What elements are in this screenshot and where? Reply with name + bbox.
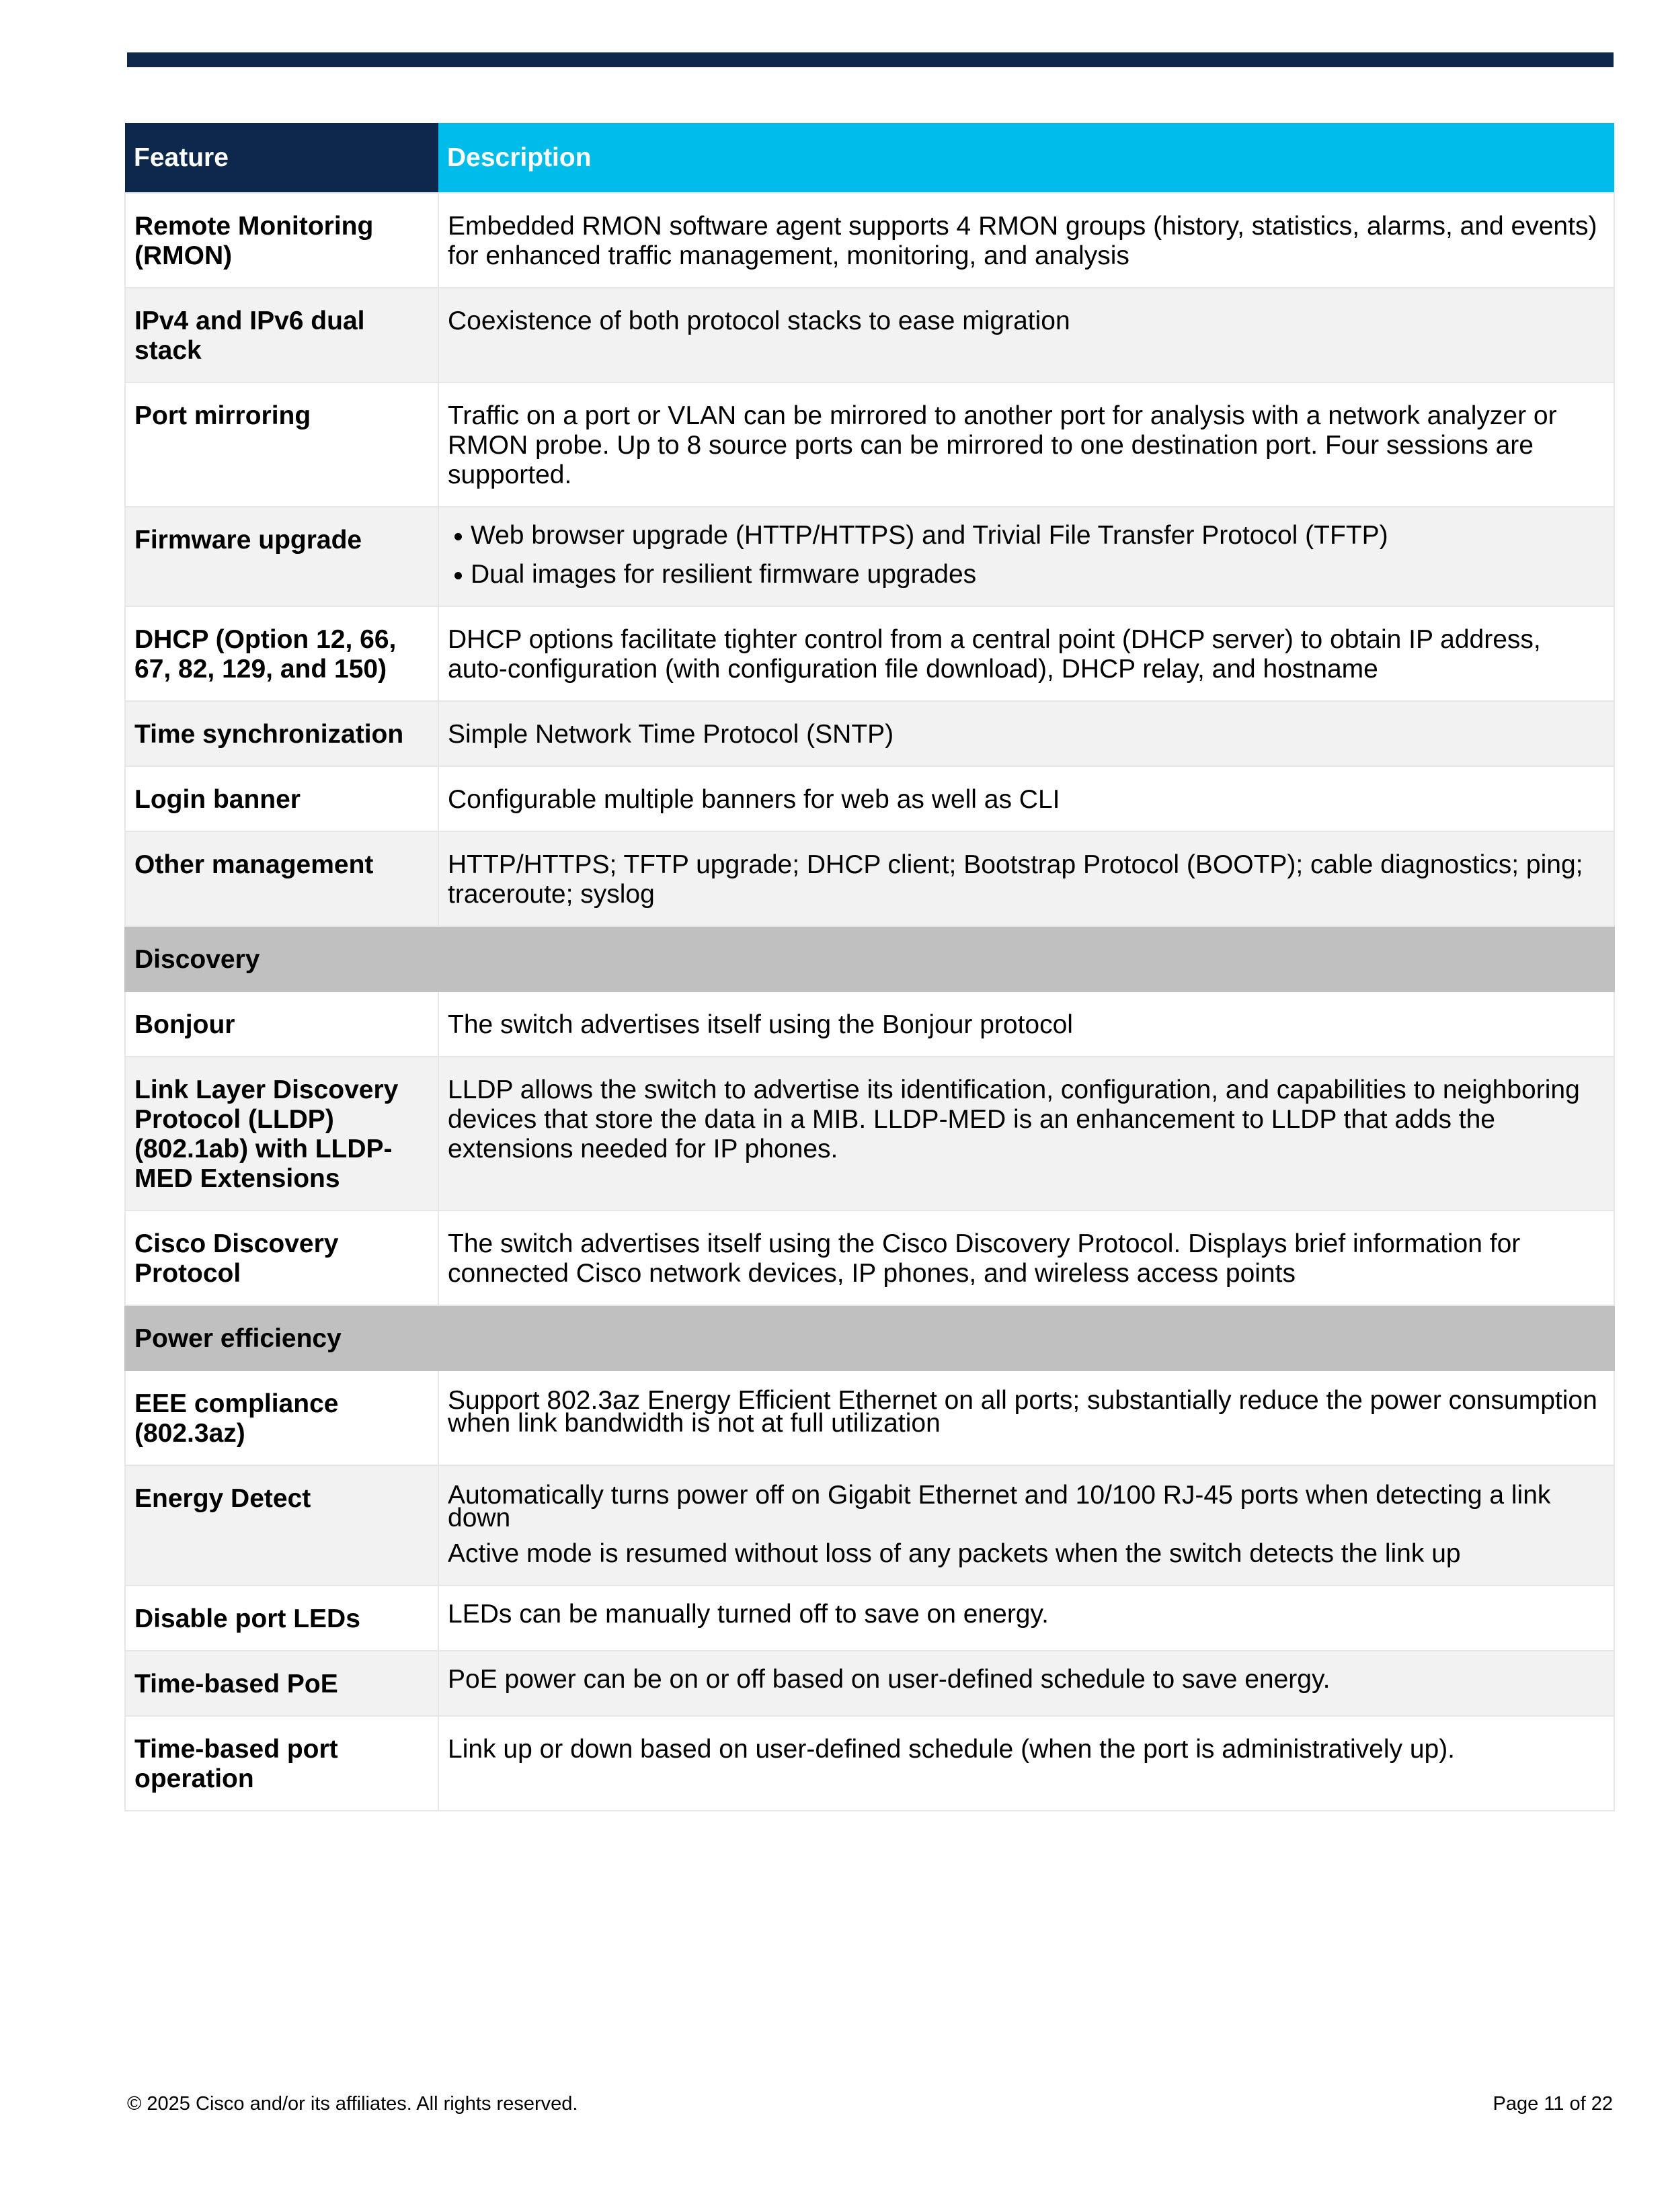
feature-cell: Firmware upgrade [125, 507, 438, 606]
top-banner-bar [127, 52, 1614, 67]
description-cell: PoE power can be on or off based on user-defined schedule to save energy. [438, 1651, 1614, 1716]
feature-cell: Time-based port operation [125, 1716, 438, 1811]
description-cell: LLDP allows the switch to advertise its identification, configuration, and capabilities to neighboring devices that store the data in a MIB. LLDP-MED is an enhancement to LLDP that adds the extensions needed for IP phones. [438, 1057, 1614, 1211]
feature-cell: Disable port LEDs [125, 1586, 438, 1651]
table-row [125, 1370, 1614, 1465]
feature-cell: Port mirroring [125, 382, 438, 507]
description-paragraph: Automatically turns power off on Gigabit Ethernet and 10/100 RJ-45 ports when detecting a link down [448, 1481, 1551, 1532]
description-cell: Traffic on a port or VLAN can be mirrored to another port for analysis with a network analyzer or RMON probe. Up to 8 source ports can be mirrored to one destination port. Four sessions are supported. [438, 382, 1614, 507]
table-row [125, 507, 1614, 606]
description-cell: Embedded RMON software agent supports 4 RMON groups (history, statistics, alarms, and events) for enhanced traffic management, monitoring, and analysis [438, 193, 1614, 288]
table-header-row [125, 123, 1614, 193]
feature-cell: Energy Detect [125, 1465, 438, 1586]
table-row [125, 1716, 1614, 1811]
description-cell: The switch advertises itself using the Cisco Discovery Protocol. Displays brief information for connected Cisco network devices, IP phones, and wireless access points [438, 1211, 1614, 1305]
feature-cell: Time synchronization [125, 701, 438, 766]
feature-cell: Cisco Discovery Protocol [125, 1211, 438, 1305]
description-cell: Link up or down based on user-defined schedule (when the port is administratively up). [438, 1716, 1614, 1811]
section-heading: Discovery [125, 926, 1614, 991]
footer-page-number: Page 11 of 22 [1493, 2093, 1613, 2115]
description-cell: HTTP/HTTPS; TFTP upgrade; DHCP client; Bootstrap Protocol (BOOTP); cable diagnostics; ping; traceroute; syslog [438, 831, 1614, 926]
table-row [125, 1586, 1614, 1651]
table-row [125, 991, 1614, 1057]
feature-cell: EEE compliance (802.3az) [125, 1370, 438, 1465]
description-cell: The switch advertises itself using the Bonjour protocol [438, 991, 1614, 1057]
feature-cell: Bonjour [125, 991, 438, 1057]
list-item: Web browser upgrade (HTTP/HTTPS) and Trivial File Transfer Protocol (TFTP) [448, 521, 1605, 550]
section-row-discovery [125, 926, 1614, 991]
description-cell: Coexistence of both protocol stacks to ease migration [438, 288, 1614, 382]
table-row [125, 1057, 1614, 1211]
feature-cell: Login banner [125, 766, 438, 831]
section-heading: Power efficiency [125, 1305, 1614, 1370]
bullet-list [448, 521, 1605, 589]
table-row [125, 606, 1614, 701]
description-cell: Support 802.3az Energy Efficient Ethernet on all ports; substantially reduce the power consumption when link bandwidth is not at full utilization [438, 1370, 1614, 1465]
table-row [125, 1651, 1614, 1716]
description-cell [438, 507, 1614, 606]
table-row [125, 1211, 1614, 1305]
description-cell [438, 1465, 1614, 1586]
table-row [125, 193, 1614, 288]
feature-cell: Remote Monitoring (RMON) [125, 193, 438, 288]
table-row [125, 1465, 1614, 1586]
feature-cell: Time-based PoE [125, 1651, 438, 1716]
table-row [125, 288, 1614, 382]
feature-table [124, 123, 1615, 1811]
table-row [125, 831, 1614, 926]
feature-cell: Other management [125, 831, 438, 926]
description-column-header: Description [438, 123, 1614, 193]
section-row-power-efficiency [125, 1305, 1614, 1370]
description-paragraph: Active mode is resumed without loss of any packets when the switch detects the link up [448, 1539, 1461, 1568]
description-cell: Simple Network Time Protocol (SNTP) [438, 701, 1614, 766]
footer-copyright: © 2025 Cisco and/or its affiliates. All rights reserved. [127, 2093, 578, 2115]
list-item: Dual images for resilient firmware upgrades [448, 560, 1605, 589]
feature-cell: Link Layer Discovery Protocol (LLDP) (802.1ab) with LLDP-MED Extensions [125, 1057, 438, 1211]
feature-column-header: Feature [125, 123, 438, 193]
description-cell: Configurable multiple banners for web as well as CLI [438, 766, 1614, 831]
feature-cell: DHCP (Option 12, 66, 67, 82, 129, and 150) [125, 606, 438, 701]
table-row [125, 382, 1614, 507]
feature-cell: IPv4 and IPv6 dual stack [125, 288, 438, 382]
description-cell: DHCP options facilitate tighter control from a central point (DHCP server) to obtain IP address, auto-configuration (with configuration file download), DHCP relay, and hostname [438, 606, 1614, 701]
description-cell: LEDs can be manually turned off to save on energy. [438, 1586, 1614, 1651]
table-row [125, 701, 1614, 766]
table-row [125, 766, 1614, 831]
